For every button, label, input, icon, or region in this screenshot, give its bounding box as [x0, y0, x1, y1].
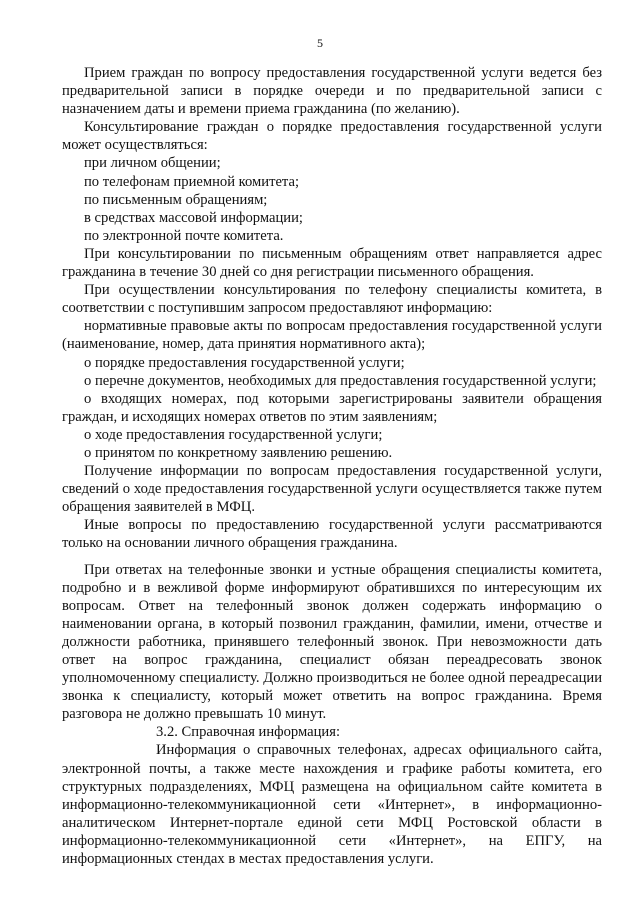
paragraph-mfc-info: Получение информации по вопросам предоставления государственной услуги, сведений о ходе предоставления государственной услуги осуществляется также путем обращения заявителей в МФЦ. [62, 463, 602, 516]
paragraph-phone-intro: При осуществлении консультирования по телефону специалисты комитета, в соответствии с поступившим запросом предоставляют информацию: [62, 282, 602, 317]
consult-form-item: в средствах массовой информации; [84, 209, 303, 226]
paragraph-reference-info: Информация о справочных телефонах, адресах официального сайта, электронной почты, а также месте нахождения и графике работы комитета, его структурных подразделениях, МФЦ размещена на официальном сайте комитета в информационно-телекоммуникационной сети «Интернет», в информационно-аналитическом Интернет-портале единой сети МФЦ Ростовской области в информационно-телекоммуникационной сети «Интернет», на ЕПГУ, на информационных стендах в местах предоставления услуги. [62, 742, 602, 868]
document-body [62, 64, 602, 868]
paragraph-written-answer: При консультировании по письменным обращениям ответ направляется адрес гражданина в течение 30 дней со дня регистрации письменного обращения. [62, 245, 602, 281]
paragraph-reception: Прием граждан по вопросу предоставления государственной услуги ведется без предварительной записи в порядке очереди и по предварительной записи с назначением даты и времени приема гражданина (по желанию). [62, 65, 602, 118]
phone-info-item: о перечне документов, необходимых для предоставления государственной услуги; [84, 372, 597, 389]
phone-info-item: о ходе предоставления государственной услуги; [84, 426, 383, 443]
phone-info-item: нормативные правовые акты по вопросам предоставления государственной услуги (наименование, номер, дата принятия нормативного акта); [62, 318, 602, 353]
paragraph-other-questions: Иные вопросы по предоставлению государственной услуги рассматриваются только на основании личного обращения гражданина. [62, 517, 602, 552]
consult-form-item: при личном общении; [84, 155, 221, 172]
page-number: 5 [317, 36, 323, 50]
consult-form-item: по письменным обращениям; [84, 191, 268, 208]
paragraph-consulting-intro: Консультирование граждан о порядке предоставления государственной услуги может осуществляться: [62, 119, 602, 154]
phone-info-item: о входящих номерах, под которыми зарегистрированы заявители обращения граждан, и исходящих номерах ответов по этим заявлениям; [62, 390, 602, 425]
phone-info-item: о принятом по конкретному заявлению решению. [84, 444, 393, 461]
consult-form-item: по электронной почте комитета. [84, 227, 284, 244]
phone-info-item: о порядке предоставления государственной услуги; [84, 354, 405, 371]
consult-form-item: по телефонам приемной комитета; [84, 173, 300, 190]
paragraph-phone-rules: При ответах на телефонные звонки и устные обращения специалисты комитета, подробно и в вежливой форме информируют обратившихся по интересующим их вопросам. Ответ на телефонный звонок должен содержать информацию о наименовании органа, в который позвонил гражданин, фамилии, имени, отчестве и должности работника, принявшего телефонный звонок. При невозможности дать ответ на вопрос гражданина, специалист обязан переадресовать звонок уполномоченному специалисту. Должно производиться не более одной переадресации звонка к специалисту, который может ответить на вопрос гражданина. Время разговора не должно превышать 10 минут. [62, 561, 602, 723]
section-heading: 3.2. Справочная информация: [156, 724, 341, 741]
